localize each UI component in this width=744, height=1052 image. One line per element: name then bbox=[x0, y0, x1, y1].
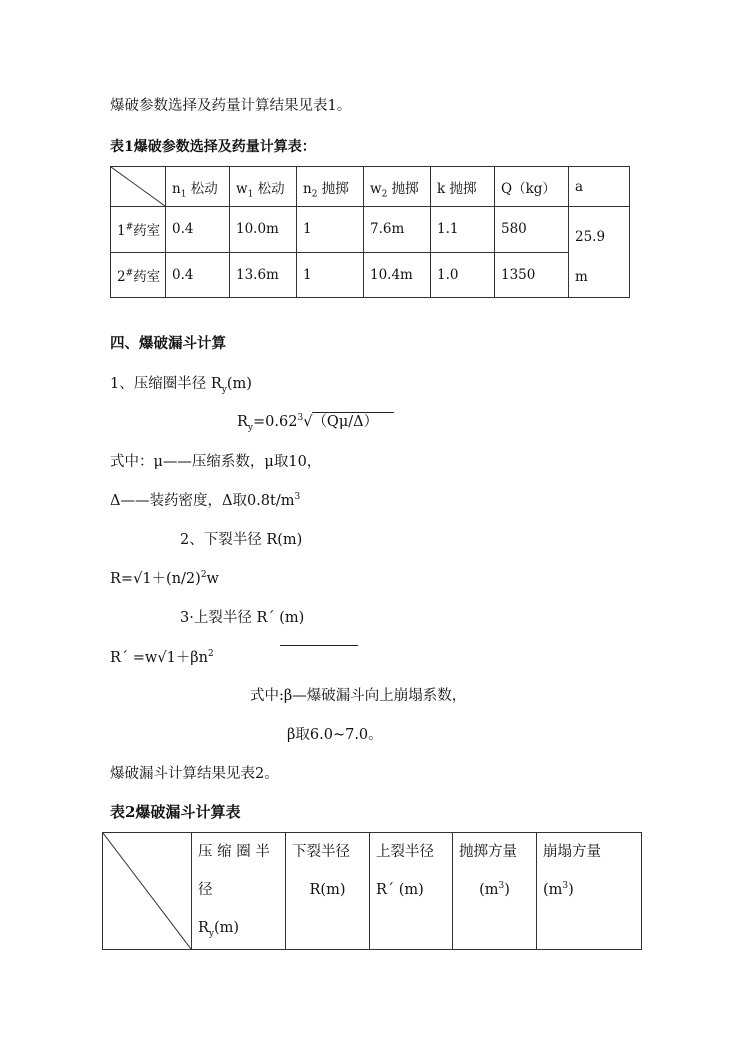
cell: 10.0m bbox=[230, 207, 297, 253]
cell: 0.4 bbox=[166, 252, 230, 298]
where-delta: Δ——装药密度，Δ取$0.8t/m^3$ bbox=[110, 492, 301, 509]
where-beta: 式中:β—爆破漏斗向上崩塌系数， bbox=[250, 688, 467, 704]
table2 bbox=[102, 832, 642, 950]
cell: 580 bbox=[495, 207, 569, 253]
row-label: 2#药室 bbox=[111, 252, 166, 298]
cell: 1 bbox=[297, 252, 364, 298]
header-cell: k 抛掷 bbox=[431, 167, 495, 207]
header-cell: 压 缩 圈 半 径 $R_y(m)$ bbox=[192, 833, 286, 950]
formula-r: $R=√1+(n/2)^2w$ bbox=[110, 570, 219, 587]
item2-heading: 2、下裂半径 R(m) bbox=[180, 532, 303, 548]
table2-caption: 表2爆破漏斗计算表 bbox=[110, 803, 241, 821]
diagonal-header-cell bbox=[103, 833, 192, 950]
where-mu: 式中：μ——压缩系数，μ取10， bbox=[110, 454, 322, 470]
table1 bbox=[110, 166, 630, 298]
cell: 0.4 bbox=[166, 207, 230, 253]
cell: 1 bbox=[297, 207, 364, 253]
header-cell: $w_2$ 抛掷 bbox=[364, 167, 431, 207]
header-cell: 崩塌方量 $(m^3)$ bbox=[537, 833, 642, 950]
cell: 1350 bbox=[495, 252, 569, 298]
header-cell: Q（kg） bbox=[495, 167, 569, 207]
header-cell: 抛掷方量 $(m^3)$ bbox=[453, 833, 537, 950]
table-row bbox=[111, 252, 630, 298]
beta-value: β取6.0~7.0。 bbox=[287, 727, 383, 743]
table1-header-row bbox=[111, 167, 630, 207]
formula-r-prime: $R΄ =w√1+\beta n^2$ bbox=[110, 649, 214, 666]
table1-caption: 表1爆破参数选择及药量计算表： bbox=[110, 139, 316, 155]
header-cell: $n_1$ 松动 bbox=[166, 167, 230, 207]
table2-header-row bbox=[103, 833, 642, 950]
header-cell: $n_2$ 抛掷 bbox=[297, 167, 364, 207]
header-cell: $w_1$ 松动 bbox=[230, 167, 297, 207]
formula-ry: $R_y=0.62^3√(Q\mu/\Delta)$ bbox=[237, 412, 394, 432]
header-cell: a bbox=[569, 167, 630, 207]
cell: 1.1 bbox=[431, 207, 495, 253]
cell: 13.6m bbox=[230, 252, 297, 298]
row-label: 1#药室 bbox=[111, 207, 166, 253]
header-cell: 下裂半径 R(m) bbox=[286, 833, 370, 950]
summary-paragraph: 爆破漏斗计算结果见表2。 bbox=[110, 766, 279, 782]
header-cell: 上裂半径 R΄ (m) bbox=[370, 833, 453, 950]
intro-paragraph: 爆破参数选择及药量计算结果见表1。 bbox=[110, 98, 352, 114]
cell: 7.6m bbox=[364, 207, 431, 253]
cell: 10.4m bbox=[364, 252, 431, 298]
table-row bbox=[111, 207, 630, 253]
item3-heading: 3·上裂半径 R΄ (m) bbox=[180, 610, 305, 626]
section-heading: 四、爆破漏斗计算 bbox=[110, 335, 226, 352]
a-value-cell: 25.9 m bbox=[569, 207, 630, 298]
item1-heading: 1、压缩圈半径 $R_y(m)$ bbox=[110, 376, 252, 395]
cell: 1.0 bbox=[431, 252, 495, 298]
formula-overline bbox=[280, 645, 358, 646]
diagonal-header-cell bbox=[111, 167, 166, 207]
